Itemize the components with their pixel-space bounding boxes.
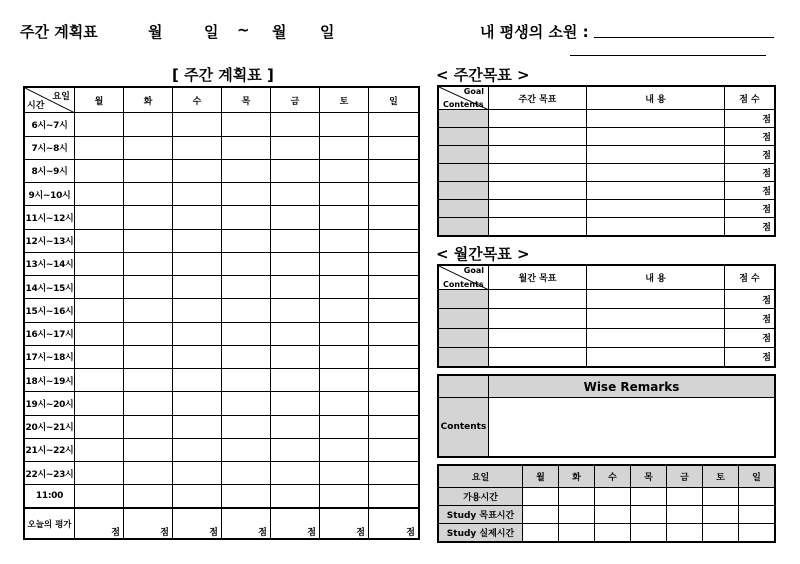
plan-cell[interactable]	[369, 369, 419, 392]
plan-cell[interactable]	[124, 136, 173, 159]
time-slot-row	[25, 229, 419, 252]
monthly-goal-col-score: 점 수	[725, 266, 775, 290]
weekly-goal-col-score: 점 수	[725, 87, 775, 110]
score-field[interactable]: 점	[725, 347, 775, 366]
plan-cell[interactable]	[271, 415, 320, 438]
plan-cell[interactable]	[75, 183, 124, 206]
plan-cell[interactable]	[369, 136, 419, 159]
time-slot-label: 12시~13시	[25, 229, 75, 252]
goal-row-shaded-cell	[439, 218, 489, 236]
plan-cell[interactable]	[369, 183, 419, 206]
daily-score-cell[interactable]: 점	[222, 508, 271, 538]
plan-cell[interactable]	[369, 322, 419, 345]
plan-cell[interactable]	[173, 159, 222, 182]
plan-cell[interactable]	[271, 345, 320, 368]
wise-corner-cell	[439, 376, 489, 398]
time-slot-row	[25, 392, 419, 415]
score-field[interactable]: 점	[725, 218, 775, 236]
header-tilde: ~	[237, 21, 250, 39]
daily-evaluation-label: 오늘의 평가	[25, 508, 75, 538]
weekly-day-thu: 목	[222, 88, 271, 113]
score-field[interactable]: 점	[725, 290, 775, 309]
plan-cell[interactable]	[75, 113, 124, 136]
plan-cell[interactable]	[271, 136, 320, 159]
daily-score-cell[interactable]: 점	[124, 508, 173, 538]
wise-contents-field[interactable]	[489, 398, 775, 457]
header-month-2: 월	[272, 23, 287, 41]
goal-row-shaded-cell	[439, 309, 489, 328]
study-time-cell[interactable]	[739, 524, 775, 542]
plan-cell[interactable]	[369, 206, 419, 229]
plan-cell[interactable]	[271, 276, 320, 299]
daily-score-cell[interactable]: 점	[75, 508, 124, 538]
plan-cell[interactable]	[222, 113, 271, 136]
plan-cell[interactable]	[124, 276, 173, 299]
time-slot-row	[25, 345, 419, 368]
study-time-cell[interactable]	[667, 524, 703, 542]
plan-cell[interactable]	[75, 206, 124, 229]
study-row-label: Study 목표시간	[439, 506, 523, 524]
goal-row-shaded-cell	[439, 146, 489, 164]
study-time-cell[interactable]	[631, 506, 667, 524]
plan-cell[interactable]	[75, 438, 124, 461]
time-slot-label: 11시~12시	[25, 206, 75, 229]
study-row	[439, 506, 775, 524]
study-time-cell[interactable]	[559, 506, 595, 524]
time-slot-label: 22시~23시	[25, 462, 75, 485]
plan-cell[interactable]	[320, 183, 369, 206]
plan-cell[interactable]	[222, 183, 271, 206]
time-slot-label: 19시~20시	[25, 392, 75, 415]
plan-cell[interactable]	[369, 113, 419, 136]
weekly-goal-col-content: 내 용	[587, 87, 725, 110]
plan-cell[interactable]	[222, 252, 271, 275]
plan-cell[interactable]	[222, 136, 271, 159]
monthly-goal-title: < 월간목표 >	[436, 245, 530, 263]
plan-cell[interactable]	[75, 229, 124, 252]
plan-cell[interactable]	[222, 322, 271, 345]
header-title: 주간 계획표	[20, 23, 98, 41]
plan-cell[interactable]	[369, 252, 419, 275]
plan-cell[interactable]	[124, 183, 173, 206]
goal-field[interactable]	[489, 290, 587, 309]
plan-cell[interactable]	[271, 485, 320, 508]
plan-cell[interactable]	[75, 392, 124, 415]
plan-cell[interactable]	[320, 485, 369, 508]
goal-row-shaded-cell	[439, 200, 489, 218]
study-time-cell[interactable]	[523, 506, 559, 524]
study-time-cell[interactable]	[703, 488, 739, 506]
study-row-label: 가용시간	[439, 488, 523, 506]
plan-cell[interactable]	[320, 229, 369, 252]
plan-cell[interactable]	[320, 415, 369, 438]
monthly-goal-header-row	[439, 266, 775, 290]
study-time-cell[interactable]	[739, 488, 775, 506]
plan-cell[interactable]	[173, 415, 222, 438]
daily-score-cell[interactable]: 점	[369, 508, 419, 538]
daily-score-cell[interactable]: 점	[320, 508, 369, 538]
plan-cell[interactable]	[271, 113, 320, 136]
plan-cell[interactable]	[271, 159, 320, 182]
plan-cell[interactable]	[369, 438, 419, 461]
plan-cell[interactable]	[222, 462, 271, 485]
plan-cell[interactable]	[124, 252, 173, 275]
plan-cell[interactable]	[75, 345, 124, 368]
content-field[interactable]	[587, 200, 725, 218]
goal-field[interactable]	[489, 328, 587, 347]
study-time-cell[interactable]	[559, 524, 595, 542]
plan-cell[interactable]	[173, 252, 222, 275]
goal-row-shaded-cell	[439, 110, 489, 128]
plan-cell[interactable]	[124, 159, 173, 182]
score-field[interactable]: 점	[725, 128, 775, 146]
goal-row-shaded-cell	[439, 182, 489, 200]
plan-cell[interactable]	[320, 369, 369, 392]
plan-cell[interactable]	[222, 369, 271, 392]
study-day-sun: 일	[739, 466, 775, 488]
content-field[interactable]	[587, 218, 725, 236]
plan-cell[interactable]	[124, 438, 173, 461]
monthly-goal-col-goal: 월간 목표	[489, 266, 587, 290]
plan-cell[interactable]	[271, 183, 320, 206]
plan-cell[interactable]	[320, 276, 369, 299]
content-field[interactable]	[587, 182, 725, 200]
plan-cell[interactable]	[271, 392, 320, 415]
time-slot-label: 13시~14시	[25, 252, 75, 275]
plan-cell[interactable]	[222, 276, 271, 299]
plan-cell[interactable]	[222, 229, 271, 252]
plan-cell[interactable]	[75, 136, 124, 159]
plan-cell[interactable]	[271, 462, 320, 485]
study-time-cell[interactable]	[739, 506, 775, 524]
plan-cell[interactable]	[320, 136, 369, 159]
time-slot-label: 6시~7시	[25, 113, 75, 136]
plan-cell[interactable]	[173, 136, 222, 159]
weekly-goal-title: < 주간목표 >	[436, 66, 530, 84]
plan-cell[interactable]	[173, 392, 222, 415]
plan-cell[interactable]	[173, 485, 222, 508]
time-slot-label: 20시~21시	[25, 415, 75, 438]
goal-corner-label: Goal	[463, 87, 484, 96]
goal-row-shaded-cell	[439, 290, 489, 309]
goal-row-shaded-cell	[439, 128, 489, 146]
plan-cell[interactable]	[369, 276, 419, 299]
study-day-sat: 토	[703, 466, 739, 488]
time-slot-row	[25, 113, 419, 136]
plan-cell[interactable]	[222, 438, 271, 461]
plan-cell[interactable]	[75, 159, 124, 182]
time-slot-label: 18시~19시	[25, 369, 75, 392]
goal-field[interactable]	[489, 182, 587, 200]
plan-cell[interactable]	[173, 276, 222, 299]
study-time-cell[interactable]	[667, 488, 703, 506]
study-time-cell[interactable]	[703, 506, 739, 524]
time-slot-label: 11:00	[25, 485, 75, 508]
plan-cell[interactable]	[124, 485, 173, 508]
plan-cell[interactable]	[124, 206, 173, 229]
study-row-label: Study 실제시간	[439, 524, 523, 542]
time-slot-label: 7시~8시	[25, 136, 75, 159]
plan-cell[interactable]	[271, 438, 320, 461]
plan-cell[interactable]	[369, 392, 419, 415]
plan-cell[interactable]	[173, 183, 222, 206]
content-field[interactable]	[587, 110, 725, 128]
plan-cell[interactable]	[271, 206, 320, 229]
plan-cell[interactable]	[173, 299, 222, 322]
header-month-1: 월	[148, 23, 163, 41]
weekly-day-sun: 일	[369, 88, 419, 113]
study-time-cell[interactable]	[595, 524, 631, 542]
time-slot-label: 16시~17시	[25, 322, 75, 345]
weekly-day-fri: 금	[271, 88, 320, 113]
goal-field[interactable]	[489, 146, 587, 164]
plan-cell[interactable]	[222, 485, 271, 508]
weekly-goal-header-row	[439, 87, 775, 110]
score-field[interactable]: 점	[725, 182, 775, 200]
study-time-cell[interactable]	[595, 506, 631, 524]
plan-cell[interactable]	[369, 159, 419, 182]
plan-cell[interactable]	[75, 369, 124, 392]
plan-cell[interactable]	[173, 462, 222, 485]
content-field[interactable]	[587, 290, 725, 309]
plan-cell[interactable]	[369, 229, 419, 252]
daily-evaluation-row	[25, 508, 419, 538]
weekly-day-wed: 수	[173, 88, 222, 113]
time-slot-label: 14시~15시	[25, 276, 75, 299]
plan-cell[interactable]	[271, 322, 320, 345]
wise-remarks-title: Wise Remarks	[489, 376, 775, 398]
score-field[interactable]: 점	[725, 146, 775, 164]
plan-cell[interactable]	[222, 392, 271, 415]
plan-cell[interactable]	[75, 322, 124, 345]
plan-cell[interactable]	[124, 345, 173, 368]
time-slot-label: 9시~10시	[25, 183, 75, 206]
study-day-wed: 수	[595, 466, 631, 488]
plan-cell[interactable]	[222, 159, 271, 182]
header-day-1: 일	[204, 23, 219, 41]
plan-cell[interactable]	[75, 485, 124, 508]
plan-cell[interactable]	[222, 415, 271, 438]
goal-row	[439, 200, 775, 218]
goal-row	[439, 110, 775, 128]
wish-line-2[interactable]	[570, 55, 766, 56]
plan-cell[interactable]	[369, 345, 419, 368]
content-field[interactable]	[587, 347, 725, 366]
goal-field[interactable]	[489, 164, 587, 182]
time-slot-row	[25, 183, 419, 206]
time-slot-row	[25, 299, 419, 322]
weekly-goal-table	[438, 86, 775, 236]
plan-cell[interactable]	[75, 252, 124, 275]
weekly-planner-table	[24, 87, 419, 539]
time-slot-label: 17시~18시	[25, 345, 75, 368]
plan-cell[interactable]	[173, 113, 222, 136]
monthly-goal-col-content: 내 용	[587, 266, 725, 290]
plan-cell[interactable]	[173, 345, 222, 368]
plan-cell[interactable]	[320, 252, 369, 275]
goal-corner-label: Goal	[463, 266, 484, 275]
weekly-day-mon: 월	[75, 88, 124, 113]
plan-cell[interactable]	[320, 299, 369, 322]
study-day-fri: 금	[667, 466, 703, 488]
score-field[interactable]: 점	[725, 328, 775, 347]
time-slot-row	[25, 369, 419, 392]
plan-cell[interactable]	[320, 462, 369, 485]
monthly-goal-corner	[439, 266, 489, 290]
time-slot-row	[25, 159, 419, 182]
contents-corner-label: Contents	[443, 280, 484, 290]
goal-row	[439, 328, 775, 347]
goal-row-shaded-cell	[439, 347, 489, 366]
plan-cell[interactable]	[124, 229, 173, 252]
plan-cell[interactable]	[173, 438, 222, 461]
plan-cell[interactable]	[271, 369, 320, 392]
score-field[interactable]: 점	[725, 309, 775, 328]
weekly-goal-corner	[439, 87, 489, 110]
score-field[interactable]: 점	[725, 110, 775, 128]
study-time-cell[interactable]	[559, 488, 595, 506]
content-field[interactable]	[587, 128, 725, 146]
weekly-day-sat: 토	[320, 88, 369, 113]
study-time-cell[interactable]	[703, 524, 739, 542]
plan-cell[interactable]	[271, 252, 320, 275]
score-field[interactable]: 점	[725, 200, 775, 218]
goal-row	[439, 309, 775, 328]
plan-cell[interactable]	[222, 299, 271, 322]
study-time-cell[interactable]	[523, 488, 559, 506]
study-weekday-label: 요일	[439, 466, 523, 488]
plan-cell[interactable]	[369, 299, 419, 322]
plan-cell[interactable]	[124, 392, 173, 415]
plan-cell[interactable]	[369, 485, 419, 508]
time-slot-label: 21시~22시	[25, 438, 75, 461]
study-row	[439, 488, 775, 506]
study-time-table	[438, 465, 775, 542]
plan-cell[interactable]	[124, 113, 173, 136]
time-slot-row	[25, 415, 419, 438]
goal-field[interactable]	[489, 200, 587, 218]
plan-cell[interactable]	[124, 462, 173, 485]
goal-field[interactable]	[489, 128, 587, 146]
weekly-day-tue: 화	[124, 88, 173, 113]
plan-cell[interactable]	[271, 299, 320, 322]
goal-row	[439, 128, 775, 146]
plan-cell[interactable]	[75, 299, 124, 322]
study-time-cell[interactable]	[631, 524, 667, 542]
plan-cell[interactable]	[124, 369, 173, 392]
time-slot-row	[25, 252, 419, 275]
plan-cell[interactable]	[222, 345, 271, 368]
plan-cell[interactable]	[320, 159, 369, 182]
study-day-thu: 목	[631, 466, 667, 488]
study-time-cell[interactable]	[631, 488, 667, 506]
content-field[interactable]	[587, 146, 725, 164]
plan-cell[interactable]	[75, 276, 124, 299]
study-header-row	[439, 466, 775, 488]
plan-cell[interactable]	[124, 322, 173, 345]
plan-cell[interactable]	[173, 206, 222, 229]
monthly-goal-table	[438, 265, 775, 367]
wish-label: 내 평생의 소원 :	[480, 23, 589, 41]
contents-corner-label: Contents	[443, 100, 484, 109]
study-time-cell[interactable]	[667, 506, 703, 524]
study-row	[439, 524, 775, 542]
content-field[interactable]	[587, 309, 725, 328]
study-time-cell[interactable]	[523, 524, 559, 542]
plan-cell[interactable]	[369, 415, 419, 438]
plan-cell[interactable]	[320, 345, 369, 368]
goal-field[interactable]	[489, 110, 587, 128]
wise-contents-label: Contents	[439, 398, 489, 457]
goal-row	[439, 164, 775, 182]
weekly-corner-cell	[25, 88, 75, 113]
plan-cell[interactable]	[271, 229, 320, 252]
daily-score-cell[interactable]: 점	[173, 508, 222, 538]
score-field[interactable]: 점	[725, 164, 775, 182]
time-slot-row	[25, 276, 419, 299]
time-slot-row	[25, 438, 419, 461]
plan-cell[interactable]	[173, 322, 222, 345]
header-day-2: 일	[320, 23, 335, 41]
goal-field[interactable]	[489, 218, 587, 236]
time-slot-row	[25, 462, 419, 485]
weekly-goal-col-goal: 주간 목표	[489, 87, 587, 110]
goal-row	[439, 182, 775, 200]
plan-cell[interactable]	[75, 415, 124, 438]
plan-cell[interactable]	[173, 369, 222, 392]
plan-cell[interactable]	[124, 299, 173, 322]
plan-cell[interactable]	[369, 462, 419, 485]
wise-remarks-table	[438, 375, 775, 457]
plan-cell[interactable]	[173, 229, 222, 252]
time-slot-label: 8시~9시	[25, 159, 75, 182]
plan-cell[interactable]	[320, 113, 369, 136]
plan-cell[interactable]	[222, 206, 271, 229]
content-field[interactable]	[587, 328, 725, 347]
weekly-planner-title: [ 주간 계획표 ]	[172, 66, 274, 84]
content-field[interactable]	[587, 164, 725, 182]
goal-row	[439, 218, 775, 236]
goal-row-shaded-cell	[439, 328, 489, 347]
time-corner-label: 시간	[27, 101, 45, 112]
plan-cell[interactable]	[75, 462, 124, 485]
time-slot-row	[25, 485, 419, 508]
time-slot-row	[25, 206, 419, 229]
goal-row	[439, 146, 775, 164]
goal-field[interactable]	[489, 347, 587, 366]
plan-cell[interactable]	[124, 415, 173, 438]
goal-row-shaded-cell	[439, 164, 489, 182]
study-day-tue: 화	[559, 466, 595, 488]
goal-field[interactable]	[489, 309, 587, 328]
plan-cell[interactable]	[320, 322, 369, 345]
wish-line-1[interactable]	[594, 37, 774, 38]
time-slot-row	[25, 136, 419, 159]
time-slot-row	[25, 322, 419, 345]
study-day-mon: 월	[523, 466, 559, 488]
plan-cell[interactable]	[320, 438, 369, 461]
goal-row	[439, 347, 775, 366]
time-slot-label: 15시~16시	[25, 299, 75, 322]
plan-cell[interactable]	[320, 206, 369, 229]
weekday-corner-label: 요일	[52, 92, 70, 102]
weekly-header-row	[25, 88, 419, 113]
plan-cell[interactable]	[320, 392, 369, 415]
goal-row	[439, 290, 775, 309]
study-time-cell[interactable]	[595, 488, 631, 506]
daily-score-cell[interactable]: 점	[271, 508, 320, 538]
